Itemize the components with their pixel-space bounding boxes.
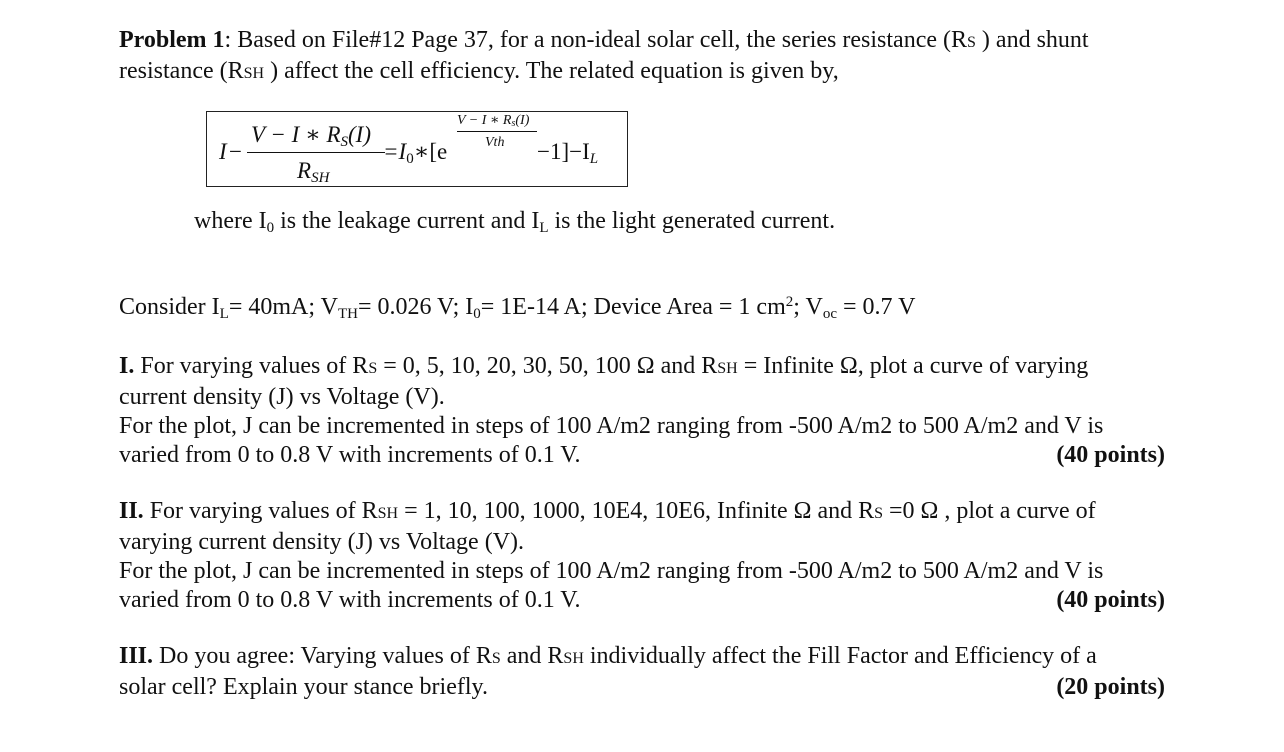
- problem-label: Problem 1: [119, 27, 225, 53]
- eq-lhs-i: I: [219, 139, 227, 164]
- eq-exponent-numerator: V − I ∗ $R_s(I)$: [457, 113, 530, 129]
- eq-i0-term: $=I_0∗[e$: [383, 139, 448, 167]
- eq-numerator: V − I ∗ $R_S(I)$: [251, 122, 371, 150]
- part-1-points: (40 points): [1056, 442, 1165, 468]
- eq-minus: −: [229, 139, 242, 164]
- eq-exponent-line: [457, 131, 537, 132]
- eq-fraction-line: [247, 152, 385, 153]
- eq-denominator: $R_{SH}$: [297, 158, 330, 186]
- part-2-points: (40 points): [1056, 587, 1165, 613]
- eq-tail: $-1]-I_L$: [537, 139, 599, 167]
- question-part-2: II. For varying values of RSH = 1, 10, 100, 1000, 10E4, 10E6, Infinite Ω and RS =0 Ω , plot a curve of varying current density (J) vs Voltage (V). For the plot, J can be incremented in steps of 100 A/m2 ranging from -500 A/m2 to 500 A/m2 and V is varied from 0 to 0.8 V with increments of 0.1 V. (40 points): [119, 498, 1165, 613]
- intro-line-2: resistance (RSH ) affect the cell efficiency. The related equation is given by,: [119, 58, 839, 84]
- part-1-label: I.: [119, 353, 135, 379]
- given-values: Consider $I_L= 40mA$; $V_{TH}= 0.026$ V; $I_0= 1E-14$ A; Device Area = 1 $cm^2$; $V_{oc} = 0.7$ V: [119, 294, 916, 322]
- problem-intro: [119, 26, 1139, 88]
- eq-exponent-denominator: Vth: [485, 135, 505, 150]
- question-part-1: I. For varying values of RS = 0, 5, 10, 20, 30, 50, 100 Ω and RSH = Infinite Ω, plot a curve of varying current density (J) vs Voltage (V). For the plot, J can be incremented in steps of 100 A/m2 ranging from -500 A/m2 to 500 A/m2 and V is varied from 0 to 0.8 V with increments of 0.1 V. (40 points): [119, 353, 1165, 468]
- part-2-label: II.: [119, 498, 144, 524]
- part-3-label: III.: [119, 643, 154, 669]
- intro-line-1: Problem 1: Based on File#12 Page 37, for a non-ideal solar cell, the series resistance (RS ) and shunt: [119, 27, 1089, 53]
- equation-box: [206, 111, 628, 187]
- part-3-points: (20 points): [1056, 674, 1165, 700]
- question-part-3: III. Do you agree: Varying values of RS and RSH individually affect the Fill Factor and Efficiency of a solar cell? Explain your stance briefly. (20 points): [119, 643, 1165, 700]
- where-line: where $I_0$ is the leakage current and $I_L$ is the light generated current.: [194, 208, 836, 236]
